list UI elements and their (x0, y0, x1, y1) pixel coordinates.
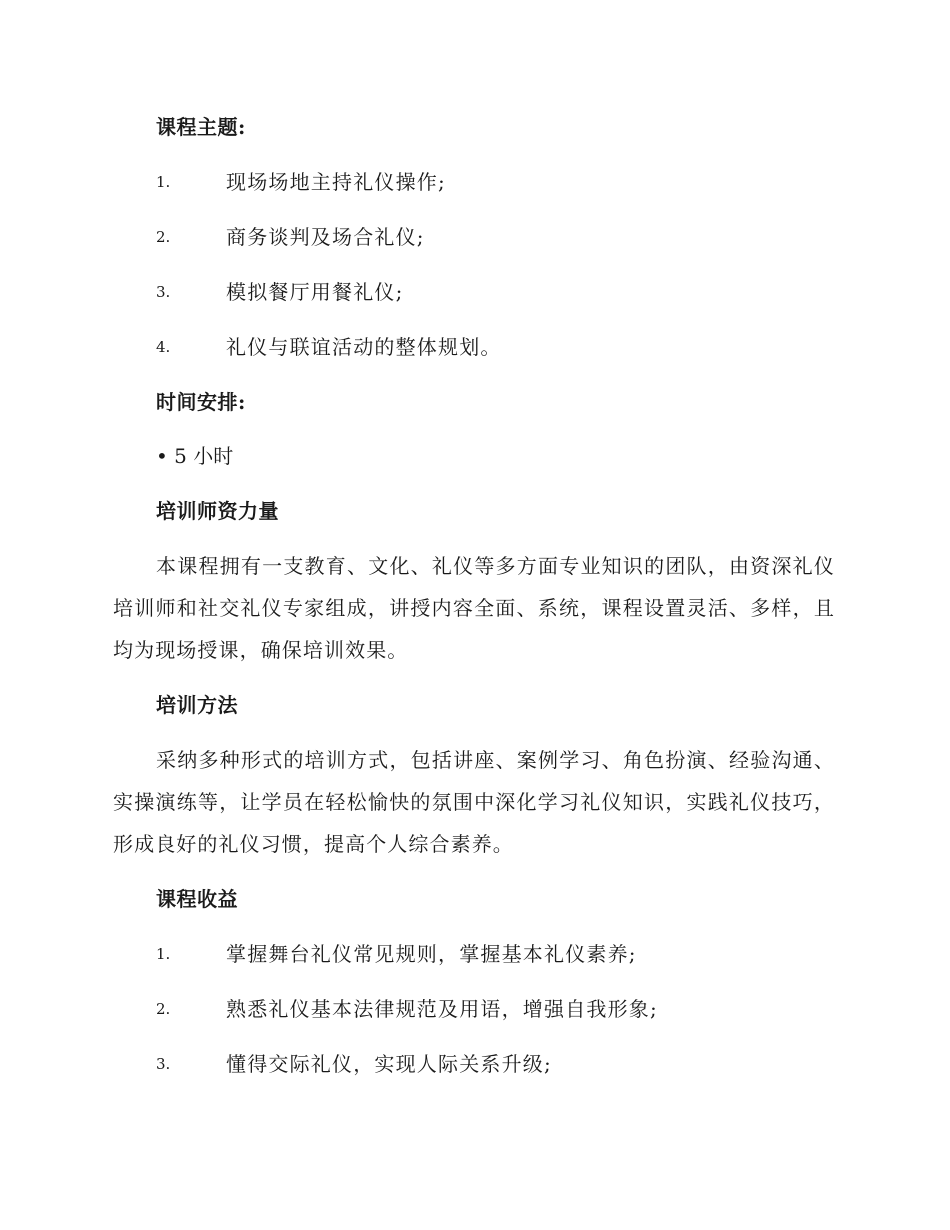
list-text: 掌握舞台礼仪常见规则，掌握基本礼仪素养; (226, 942, 637, 966)
schedule-heading: 时间安排: (156, 390, 246, 414)
list-number: 2. (156, 228, 171, 246)
list-number: 4. (156, 338, 171, 356)
methods-heading: 培训方法 (156, 693, 238, 717)
topics-heading: 课程主题: (156, 115, 246, 139)
topic-item (156, 168, 446, 196)
list-text: 礼仪与联谊活动的整体规划。 (226, 335, 502, 359)
list-text: 熟悉礼仪基本法律规范及用语，增强自我形象; (226, 997, 658, 1021)
list-number: 2. (156, 1000, 171, 1018)
topic-item (156, 333, 502, 361)
benefit-item (156, 995, 658, 1023)
benefit-item (156, 1050, 552, 1078)
list-number: 1. (156, 945, 171, 963)
list-text: 模拟餐厅用餐礼仪; (226, 280, 404, 304)
list-number: 3. (156, 283, 171, 301)
trainers-heading: 培训师资力量 (156, 499, 279, 523)
schedule-bullet: • 5 小时 (156, 444, 234, 468)
benefits-heading: 课程收益 (156, 887, 238, 911)
list-text: 商务谈判及场合礼仪; (226, 225, 425, 249)
trainers-paragraph: 本课程拥有一支教育、文化、礼仪等多方面专业知识的团队，由资深礼仪培训师和社交礼仪专家组成，讲授内容全面、系统，课程设置灵活、多样，且均为现场授课，确保培训效果。 (113, 554, 835, 662)
list-number: 1. (156, 173, 171, 191)
methods-paragraph: 采纳多种形式的培训方式，包括讲座、案例学习、角色扮演、经验沟通、实操演练等，让学员在轻松愉快的氛围中深化学习礼仪知识，实践礼仪技巧，形成良好的礼仪习惯，提高个人综合素养。 (113, 748, 835, 856)
list-text: 现场场地主持礼仪操作; (226, 170, 446, 194)
list-text: 懂得交际礼仪，实现人际关系升级; (226, 1052, 552, 1076)
benefit-item (156, 940, 637, 968)
list-number: 3. (156, 1055, 171, 1073)
topic-item (156, 223, 425, 251)
topic-item (156, 278, 404, 306)
